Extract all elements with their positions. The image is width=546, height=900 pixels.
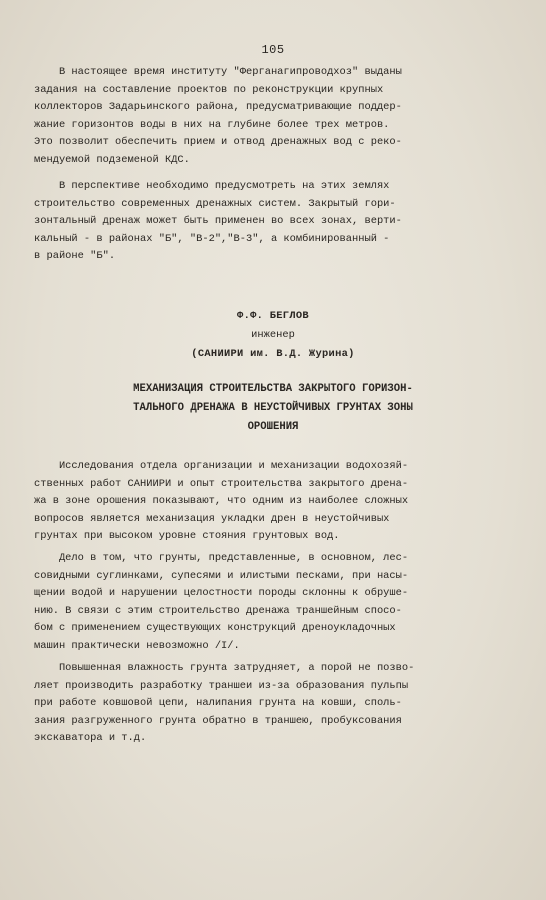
- text-line: зонтальный дренаж может быть применен во всех зонах, верти-: [34, 215, 402, 228]
- text-line: жа в зоне орошения показывают, что одним из наиболее сложных: [34, 495, 409, 508]
- text-line: Это позволит обеспечить прием и отвод дренажных вод с реко-: [34, 136, 402, 149]
- text-line: Повышенная влажность грунта затрудняет, а порой не позво-: [34, 662, 415, 674]
- paragraph-3: [34, 458, 504, 546]
- text-line: зания разгруженного грунта обратно в траншею, пробуксования: [34, 714, 402, 727]
- text-line: ственных работ САНИИРИ и опыт строительства закрытого дрена-: [34, 477, 409, 490]
- author-name: Ф.Ф. БЕГЛОВ: [237, 310, 309, 322]
- text-line: Исследования отдела организации и механизации водохозяй-: [34, 460, 409, 472]
- text-line: щении водой и нарушении целостности породы склонны к обруше-: [34, 587, 409, 600]
- article-title-line-1: МЕХАНИЗАЦИЯ СТРОИТЕЛЬСТВА ЗАКРЫТОГО ГОРИЗОН-: [133, 383, 413, 395]
- text-line: кальный - в районах "Б", "В-2","В-3", а комбинированный -: [34, 232, 390, 245]
- page-number: 105: [261, 43, 285, 57]
- text-line: бом с применением существующих конструкций дреноукладочных: [34, 622, 396, 635]
- text-line: жание горизонтов воды в них на глубине более трех метров.: [34, 118, 390, 131]
- text-line: задания на составление проектов по реконструкции крупных: [34, 83, 384, 96]
- text-line: в районе "Б".: [34, 250, 116, 263]
- article-title-line-2: ТАЛЬНОГО ДРЕНАЖА В НЕУСТОЙЧИВЫХ ГРУНТАХ ЗОНЫ: [133, 402, 413, 414]
- article-title-line-3: ОРОШЕНИЯ: [247, 421, 299, 433]
- text-line: при работе ковшовой цепи, налипания грунта на ковши, споль-: [34, 697, 402, 710]
- author-position: инженер: [251, 329, 295, 341]
- author-affiliation: (САНИИРИ им. В.Д. Журина): [191, 348, 355, 360]
- text-line: грунтах при высоком уровне стояния грунтовых вод.: [34, 530, 340, 543]
- text-line: Дело в том, что грунты, представленные, в основном, лес-: [34, 552, 409, 564]
- text-line: машин практически невозможно /I/.: [34, 639, 240, 652]
- text-line: вопросов является механизация укладки дрен в неустойчивых: [34, 512, 390, 525]
- text-line: ляет производить разработку траншеи из-за образования пульпы: [34, 679, 409, 692]
- text-line: экскаватора и т.д.: [34, 732, 147, 745]
- text-line: нию. В связи с этим строительство дренажа траншейным спосо-: [34, 604, 402, 617]
- text-line: мендуемой подземеной КДС.: [34, 153, 190, 166]
- paragraph-2: [34, 178, 504, 266]
- text-line: В перспективе необходимо предусмотреть на этих землях: [34, 180, 390, 192]
- text-line: коллекторов Задарьинского района, предусматривающие поддер-: [34, 101, 402, 114]
- text-line: строительство современных дренажных систем. Закрытый гори-: [34, 197, 396, 210]
- paragraph-5: [34, 660, 504, 748]
- paragraph-4: [34, 550, 504, 656]
- text-line: совидными суглинками, супесями и илистыми песками, при насы-: [34, 569, 409, 582]
- paragraph-1: [34, 64, 504, 170]
- text-line: В настоящее время институту "Ферганагипроводхоз" выданы: [34, 66, 402, 78]
